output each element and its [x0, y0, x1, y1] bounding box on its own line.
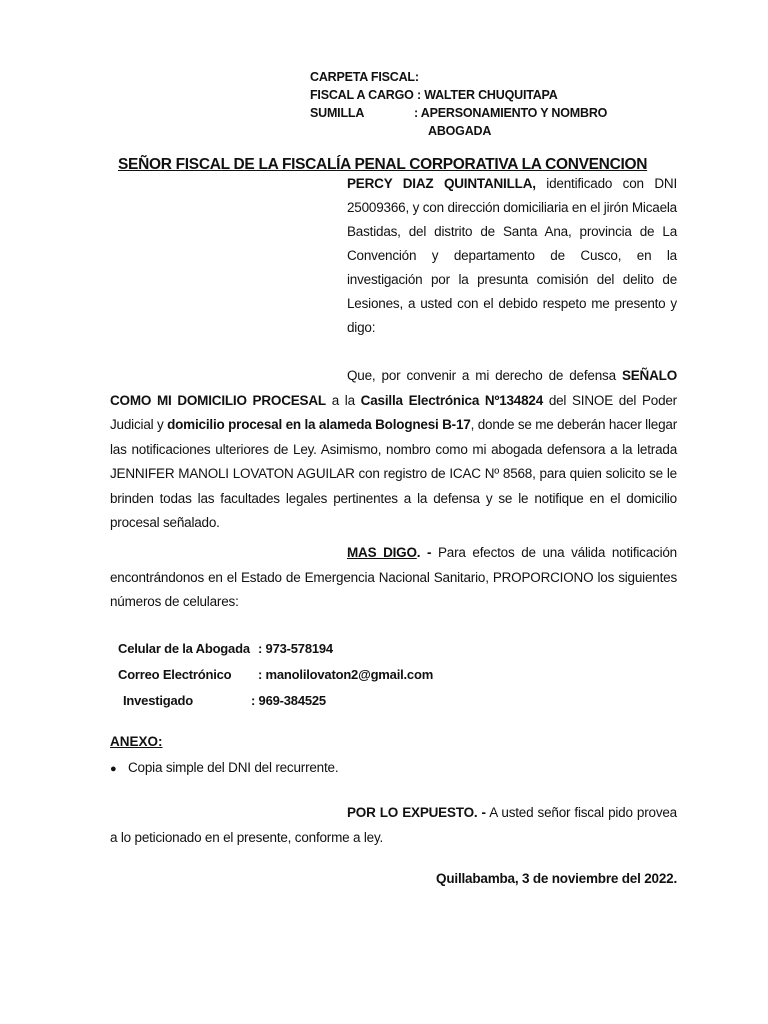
contact-row-lawyer-phone — [118, 636, 433, 662]
contact-row-investigated — [118, 688, 433, 714]
petitioner-name: PERCY DIAZ QUINTANILLA, — [347, 176, 536, 191]
contacts-list — [118, 636, 433, 714]
fiscal-a-cargo: FISCAL A CARGO : WALTER CHUQUITAPA — [310, 88, 558, 102]
intro-text: identificado con DNI 25009366, y con dirección domiciliaria en el jirón Micaela Bastidas, del distrito de Santa Ana, provincia de La Convención y departamento de Cusco, en la investigación por la presunta comisión del delito de Lesiones, a usted con el debido respeto me presento y digo: — [347, 176, 677, 335]
mas-digo-lead: MAS DIGO — [347, 545, 417, 560]
addressee-title: SEÑOR FISCAL DE LA FISCALÍA PENAL CORPORATIVA LA CONVENCION — [118, 156, 648, 173]
domicile-text-2: a la — [325, 392, 361, 408]
closing-lead: POR LO EXPUESTO. - — [347, 805, 486, 820]
contact-label: Investigado — [123, 693, 194, 708]
intro-paragraph — [347, 172, 677, 340]
closing-paragraph — [110, 801, 677, 850]
mas-digo-text: Para efectos de una válida notificación encontrándonos en el Estado de Emergencia Nacional Sanitario, PROPORCIONO los siguientes números de celulares: — [110, 545, 677, 609]
contact-row-email — [118, 662, 433, 688]
anexo-list-item — [110, 760, 338, 775]
sumilla-continuation: ABOGADA — [428, 124, 492, 138]
domicile-paragraph — [110, 364, 677, 536]
anexo-item-text: Copia simple del DNI del recurrente. — [128, 760, 339, 775]
contact-value: : 973-578194 — [258, 641, 333, 656]
sumilla-label: SUMILLA — [310, 106, 365, 120]
contact-value: : 969-384525 — [251, 693, 326, 708]
document-date: Quillabamba, 3 de noviembre del 2022. — [436, 871, 677, 886]
mas-digo-dash: . - — [416, 545, 438, 560]
bullet-icon: ● — [110, 763, 117, 775]
casilla-electronica: Casilla Electrónica Nº134824 — [360, 392, 544, 408]
document-header — [310, 68, 607, 140]
anexo-heading: ANEXO: — [110, 734, 163, 749]
mas-digo-paragraph — [110, 541, 677, 615]
contact-value: : manolilovaton2@gmail.com — [258, 667, 434, 682]
sumilla-value: : APERSONAMIENTO Y NOMBRO — [414, 106, 608, 120]
contact-label: Correo Electrónico — [118, 667, 232, 682]
closing-text: A usted señor fiscal pido provea a lo peticionado en el presente, conforme a ley. — [110, 805, 677, 845]
sumilla-row — [310, 104, 607, 122]
domicile-text-1: Que, por convenir a mi derecho de defensa — [347, 368, 622, 383]
domicile-bold-1: SEÑALO COMO MI DOMICILIO PROCESAL — [110, 368, 677, 408]
domicile-text-4: , donde se me deberán hacer llegar las notificaciones ulteriores de Ley. Asimismo, nombro como mi abogada defensora a la letrada JENNIFER MANOLI LOVATON AGUILAR con registro de ICAC Nº 8568, para quien solicito se le brinden todas las facultades legales pertinentes a la defensa y se le notifique en el domicilio procesal señalado. — [110, 417, 678, 530]
domicile-text-3: del SINOE del Poder Judicial y — [110, 392, 677, 432]
carpeta-fiscal: CARPETA FISCAL: — [310, 70, 419, 84]
domicilio-procesal: domicilio procesal en la alameda Bolognesi B-17 — [167, 417, 471, 432]
contact-label: Celular de la Abogada — [118, 641, 250, 656]
